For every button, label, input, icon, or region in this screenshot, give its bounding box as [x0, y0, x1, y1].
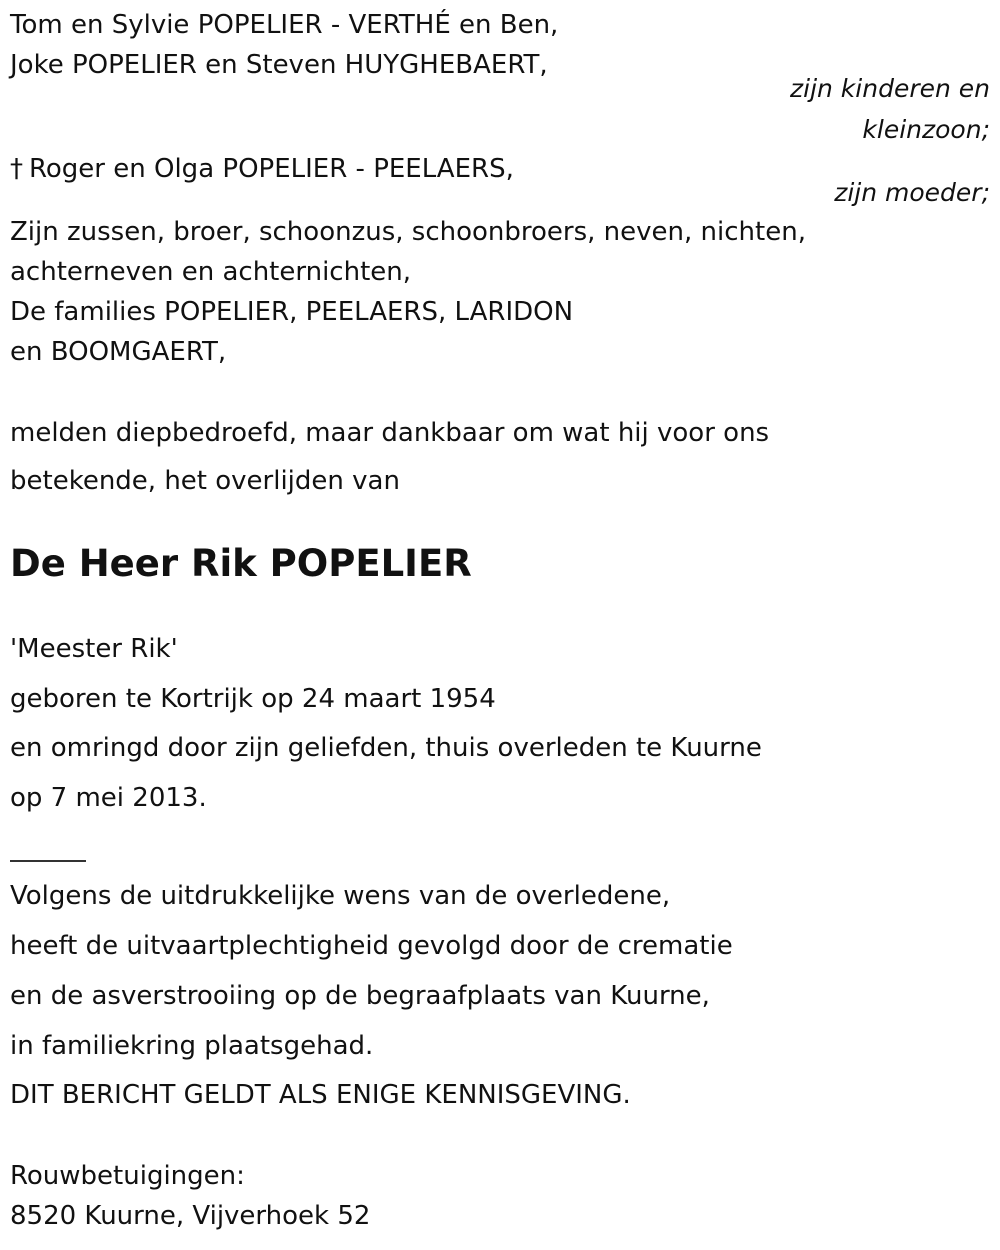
- relatives-line-4: en BOOMGAERT,: [10, 337, 227, 367]
- cross-icon: †: [10, 154, 23, 184]
- death-line-2: op 7 mei 2013.: [10, 783, 207, 813]
- death-line-1: en omringd door zijn geliefden, thuis overleden te Kuurne: [10, 733, 762, 763]
- wishes-line-2: heeft de uitvaartplechtigheid gevolgd door de crematie: [10, 931, 733, 961]
- family-line-children: Tom en Sylvie POPELIER - VERTHÉ en Ben,: [10, 10, 559, 40]
- deceased-nickname: 'Meester Rik': [10, 634, 178, 664]
- relatives-line-2: achterneven en achternichten,: [10, 257, 412, 287]
- birth-line: geboren te Kortrijk op 24 maart 1954: [10, 684, 496, 714]
- role-grandson: kleinzoon;: [862, 115, 990, 144]
- deceased-name: De Heer Rik POPELIER: [10, 542, 472, 585]
- wishes-line-4: in familiekring plaatsgehad.: [10, 1031, 374, 1061]
- separator-line: [10, 860, 86, 862]
- notice-line: DIT BERICHT GELDT ALS ENIGE KENNISGEVING.: [10, 1080, 631, 1110]
- condolences-label: Rouwbetuigingen:: [10, 1161, 245, 1191]
- announcement-line-2: betekende, het overlijden van: [10, 466, 400, 496]
- wishes-line-1: Volgens de uitdrukkelijke wens van de overledene,: [10, 881, 671, 911]
- condolences-address: 8520 Kuurne, Vijverhoek 52: [10, 1201, 371, 1231]
- role-children: zijn kinderen en: [790, 74, 990, 103]
- parents-names: Roger en Olga POPELIER - PEELAERS,: [29, 154, 514, 184]
- parents-line: [10, 156, 514, 182]
- relatives-line-1: Zijn zussen, broer, schoonzus, schoonbroers, neven, nichten,: [10, 217, 806, 247]
- role-mother: zijn moeder;: [834, 178, 990, 207]
- relatives-line-3: De families POPELIER, PEELAERS, LARIDON: [10, 297, 574, 327]
- announcement-line-1: melden diepbedroefd, maar dankbaar om wat hij voor ons: [10, 418, 770, 448]
- wishes-line-3: en de asverstrooiing op de begraafplaats van Kuurne,: [10, 981, 710, 1011]
- family-line-children-2: Joke POPELIER en Steven HUYGHEBAERT,: [10, 50, 548, 80]
